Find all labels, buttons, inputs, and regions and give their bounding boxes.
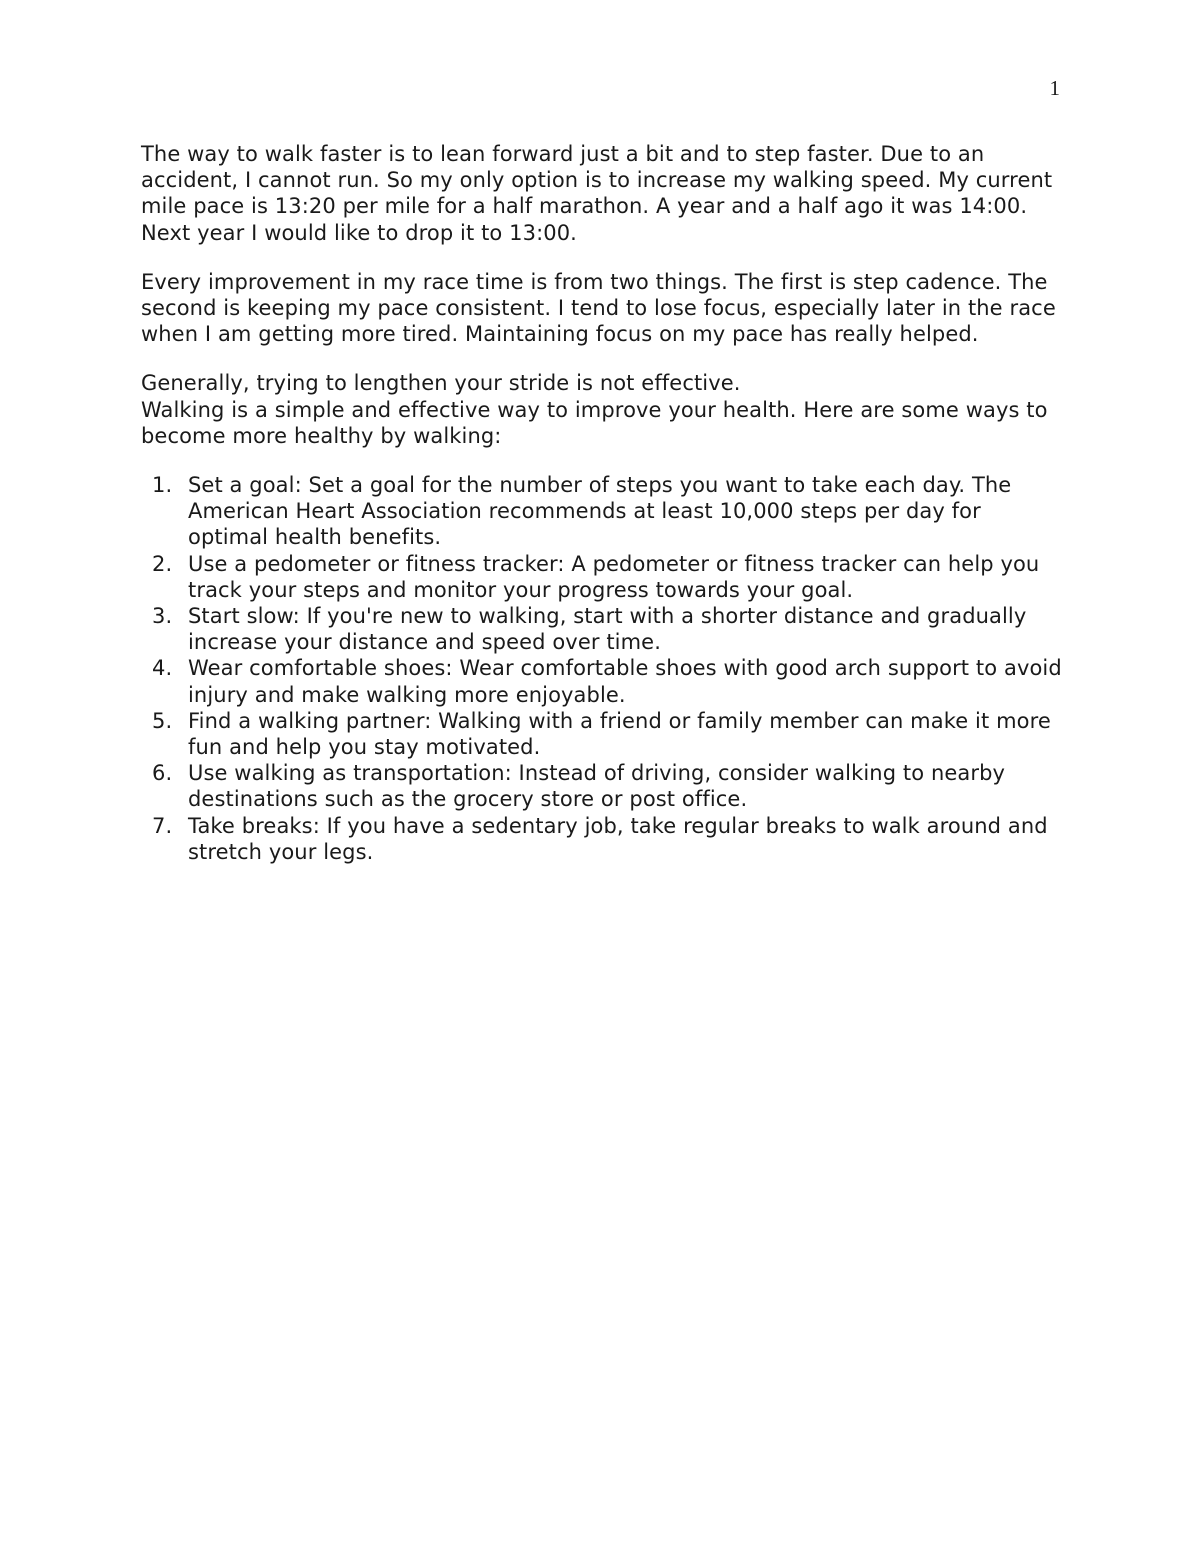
list-item-text: Start slow: If you're new to walking, start with a shorter distance and gradually increase your distance and speed over time. — [188, 604, 1027, 655]
paragraph-walk-faster: The way to walk faster is to lean forward just a bit and to step faster. Due to an accident, I cannot run. So my only option is to increase my walking speed. My current mile pace is 13:20 per mile for a half marathon. A year and a half ago it was 14:00. Next year I would like to drop it to 13:00. — [141, 142, 1053, 245]
list-item-text: Find a walking partner: Walking with a friend or family member can make it more fun and help you stay motivated. — [188, 708, 1051, 760]
list-item-number: 3. — [152, 604, 173, 629]
list-item-text: Use walking as transportation: Instead of driving, consider walking to nearby destinations such as the grocery store or post office. — [188, 761, 1006, 812]
list-item — [141, 603, 1066, 655]
list-item-text: Wear comfortable shoes: Wear comfortable shoes with good arch support to avoid injury and make walking more enjoyable. — [188, 656, 1062, 707]
list-item-number: 5. — [152, 708, 173, 733]
list-item-text: Use a pedometer or fitness tracker: A pedometer or fitness tracker can help you track your steps and monitor your progress towards your goal. — [188, 551, 1040, 602]
list-item — [141, 655, 1066, 707]
list-item-number: 2. — [152, 551, 173, 576]
list-item-number: 7. — [152, 813, 173, 838]
paragraph-race-improvement: Every improvement in my race time is from two things. The first is step cadence. The second is keeping my pace consistent. I tend to lose focus, especially later in the race when I am getting more tired. Maintaining focus on my pace has really helped. — [141, 269, 1056, 347]
list-item-number: 6. — [152, 761, 173, 786]
document-body — [141, 141, 1066, 865]
list-item-text: Set a goal: Set a goal for the number of steps you want to take each day. The American Heart Association recommends at least 10,000 steps per day for optimal health benefits. — [188, 473, 1012, 550]
paragraph-stride: Generally, trying to lengthen your stride is not effective. — [141, 371, 741, 396]
list-item — [141, 813, 1066, 865]
walking-tips-list — [141, 472, 1066, 865]
list-item-number: 1. — [152, 473, 173, 498]
list-item — [141, 708, 1066, 760]
paragraph-walking-health-intro: Walking is a simple and effective way to improve your health. Here are some ways to become more healthy by walking: — [141, 397, 1048, 448]
list-item — [141, 472, 1066, 551]
list-item — [141, 551, 1066, 603]
list-item-number: 4. — [152, 656, 173, 681]
page-number: 1 — [1049, 76, 1060, 100]
list-item — [141, 760, 1066, 812]
list-item-text: Take breaks: If you have a sedentary job, take regular breaks to walk around and stretch your legs. — [188, 813, 1048, 864]
